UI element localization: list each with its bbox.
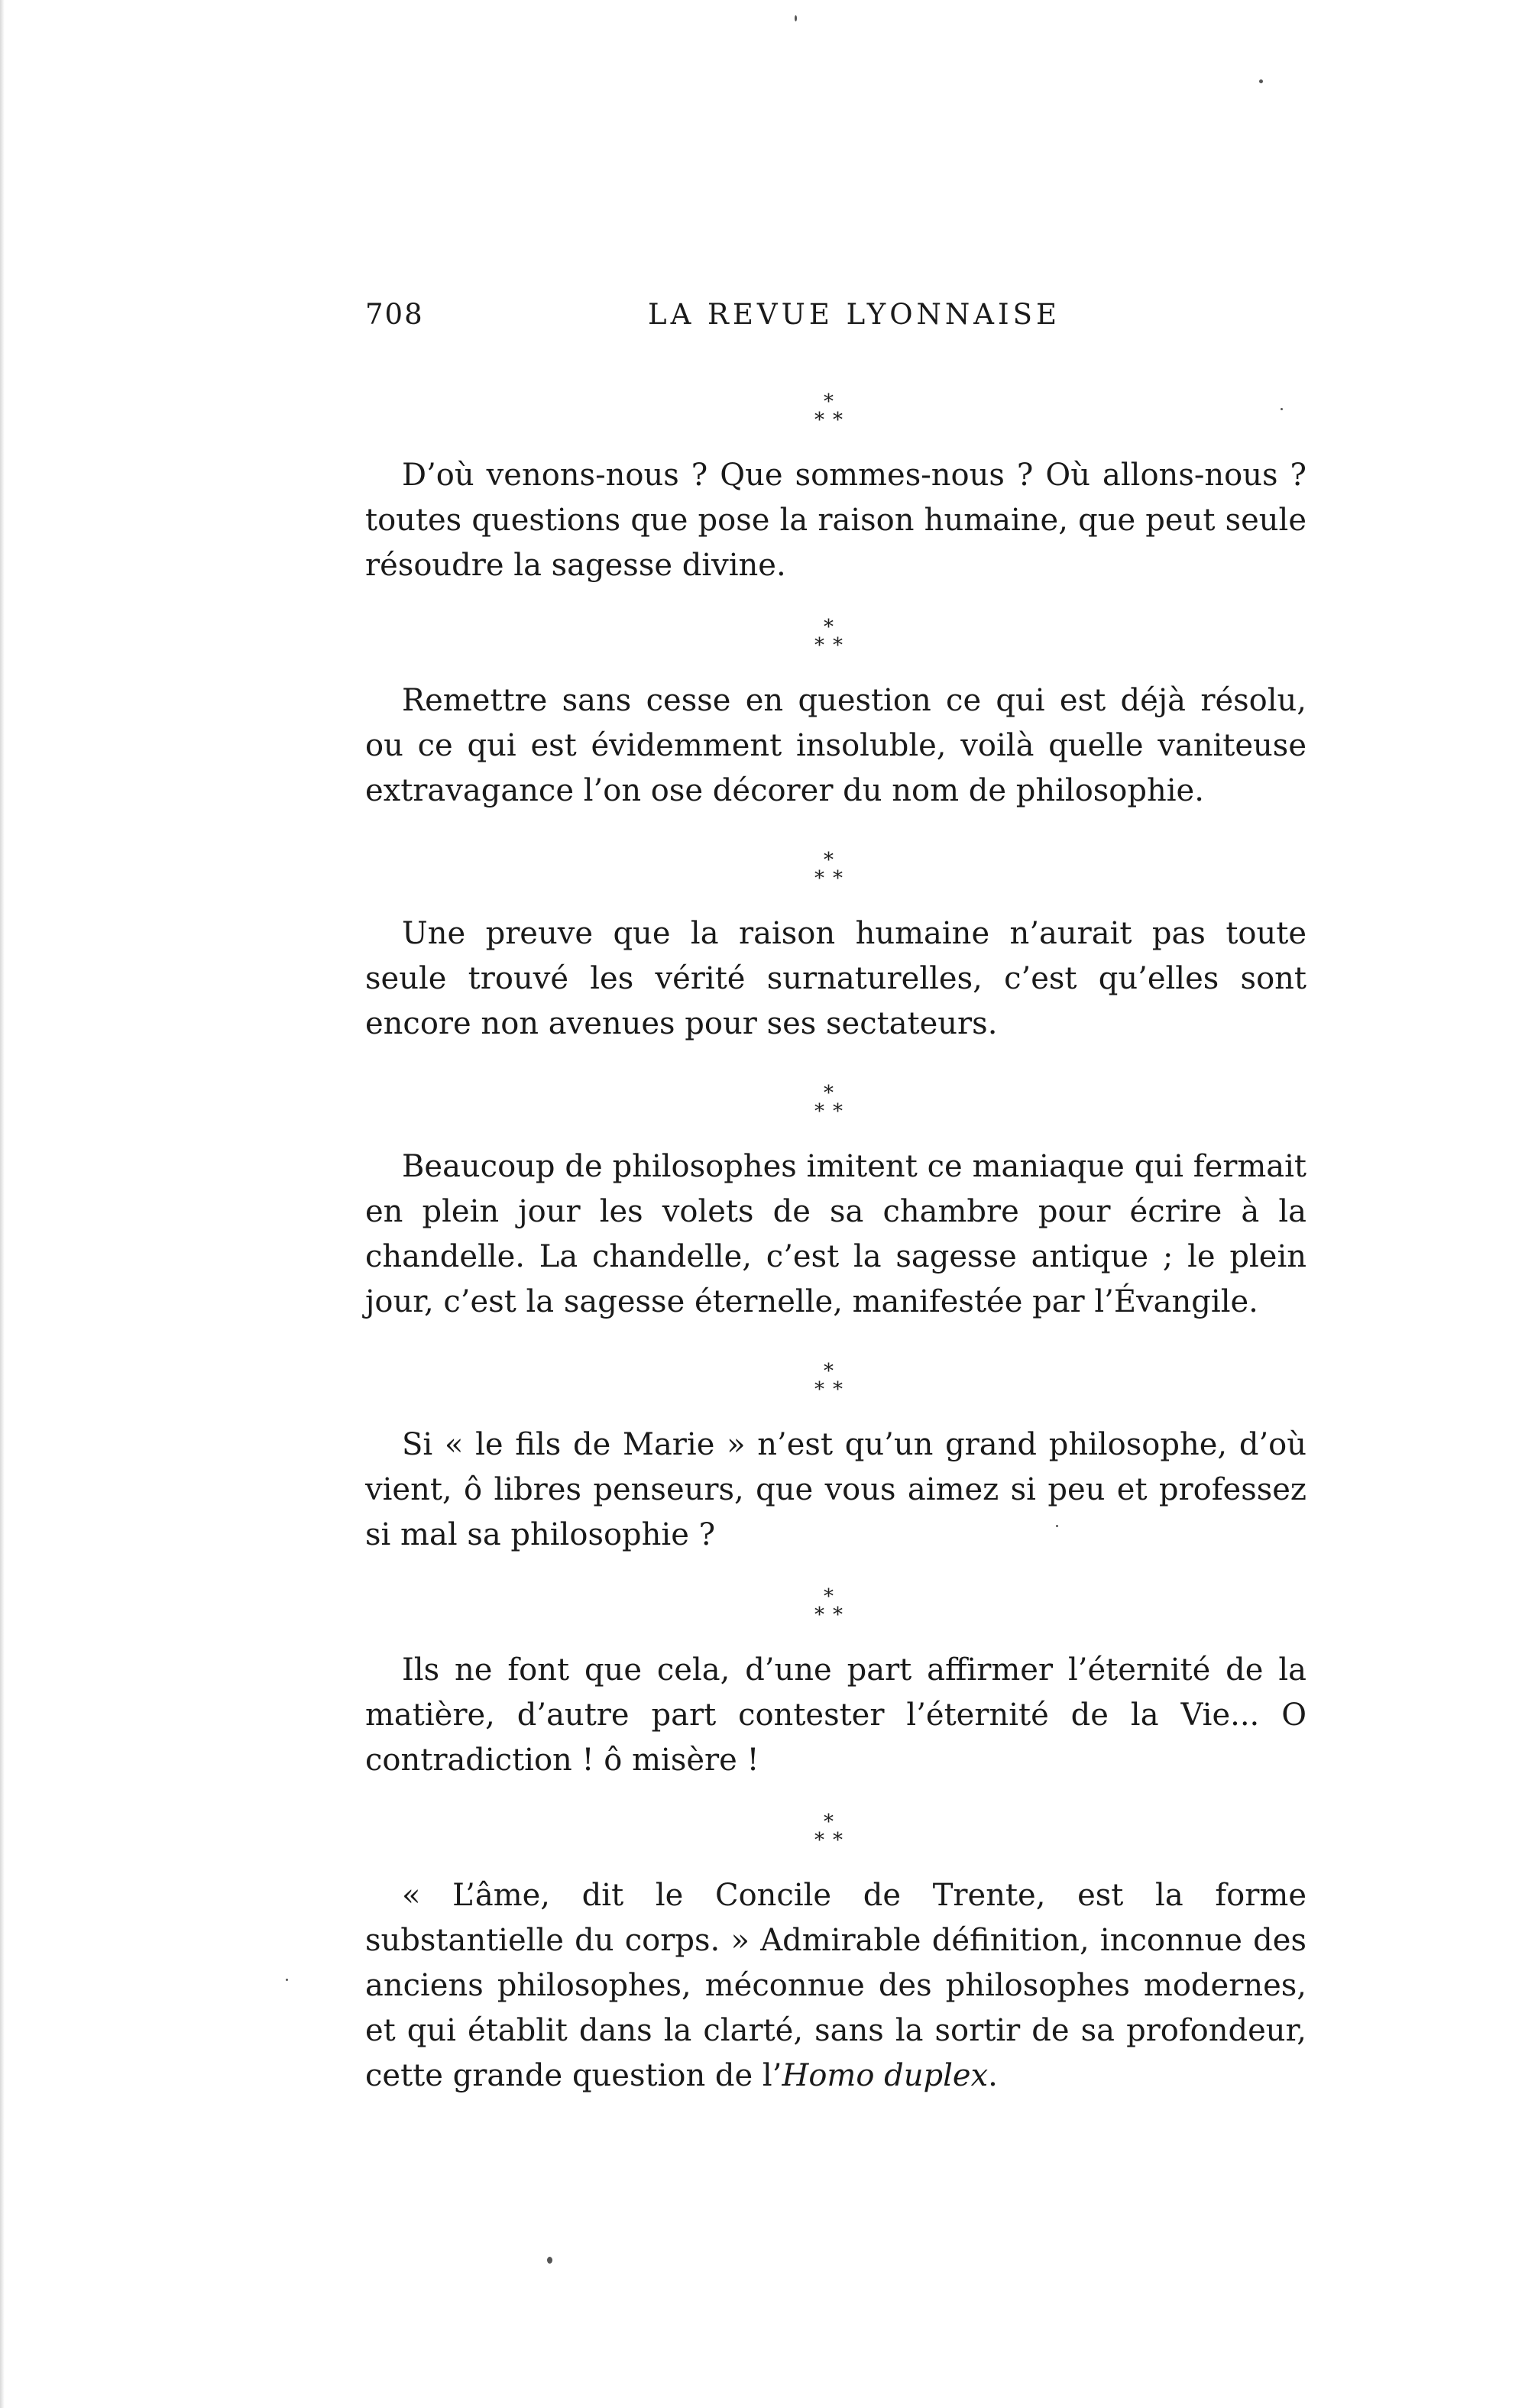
asterism-star: * [814,634,824,657]
asterism-star: * [814,1378,824,1401]
scan-speck [1281,408,1283,410]
asterism-star: * [814,1829,824,1852]
paragraph [365,1648,1306,1783]
paragraph-text: Une preuve que la raison humaine n’aurait pas toute seule trouvé les vérité surnaturelles, c’est qu’elles sont encore non avenues pour ses sectateurs. [365,916,1306,1041]
paragraph [365,911,1306,1047]
scan-speck [547,2257,552,2264]
asterism-star: * [814,1100,824,1123]
asterism-separator [365,1581,1306,1648]
paragraph [365,1144,1306,1325]
scan-edge [0,0,5,2408]
text-column [365,386,1306,2129]
paragraph-text: D’où venons-nous ? Que sommes-nous ? Où allons-nous ? toutes questions que pose la raison humaine, que peut seule résoudre la sagesse divine. [365,458,1306,583]
asterism-separator [365,1355,1306,1422]
page-header [365,298,1306,344]
asterism-star: * [833,409,843,432]
asterism-star: * [833,1829,843,1852]
paragraph [365,1422,1306,1558]
asterism-star: * [824,1082,834,1105]
asterism-star: * [824,1811,834,1834]
asterism-star: * [833,634,843,657]
running-title: LA REVUE LYONNAISE [648,298,1060,331]
asterism-star: * [833,1100,843,1123]
asterism-separator [365,386,1306,453]
paragraph-text: Beaucoup de philosophes imitent ce maniaque qui fermait en plein jour les volets de sa chambre pour écrire à la chandelle. La chandelle, c’est la sagesse antique ; le plein jour, c’est la sagesse éternelle, manifestée par l’Évangile. [365,1149,1306,1319]
paragraph-text: « L’âme, dit le Concile de Trente, est la forme substantielle du corps. » Admirable définition, inconnue des anciens philosophes, méconnue des philosophes modernes, et qui établit dans la clarté, sans la sortir de sa profondeur, cette grande question de l’ [365,1878,1306,2093]
asterism-separator [365,844,1306,911]
paragraph-text: Remettre sans cesse en question ce qui est déjà résolu, ou ce qui est évidemment insoluble, voilà quelle vaniteuse extravagance l’on ose décorer du nom de philosophie. [365,683,1306,808]
paragraph [365,678,1306,814]
asterism-separator [365,1806,1306,1873]
scan-speck [795,15,797,21]
asterism-star: * [824,616,834,639]
scan-speck [286,1979,288,1981]
asterism-star: * [824,1585,834,1608]
asterism-star: * [814,867,824,890]
page-number: 708 [365,298,424,331]
scan-speck [1259,79,1263,83]
asterism-star: * [833,1378,843,1401]
paragraph [365,453,1306,588]
paragraph [365,1873,1306,2099]
asterism-star: * [833,867,843,890]
asterism-star: * [814,1604,824,1626]
asterism-star: * [824,1360,834,1383]
asterism-star: * [824,390,834,413]
paragraph-text-end: . [988,2058,998,2093]
scan-speck [1056,1525,1058,1527]
latin-term: Homo duplex [782,2058,989,2093]
asterism-separator [365,1077,1306,1144]
asterism-star: * [833,1604,843,1626]
asterism-star: * [814,409,824,432]
paragraph-text: Ils ne font que cela, d’une part affirmer l’éternité de la matière, d’autre part contester l’éternité de la Vie... O contradiction ! ô misère ! [365,1652,1306,1778]
asterism-separator [365,611,1306,678]
paragraph-text: Si « le fils de Marie » n’est qu’un grand philosophe, d’où vient, ô libres penseurs, que vous aimez si peu et professez si mal sa philosophie ? [365,1427,1306,1552]
asterism-star: * [824,849,834,872]
